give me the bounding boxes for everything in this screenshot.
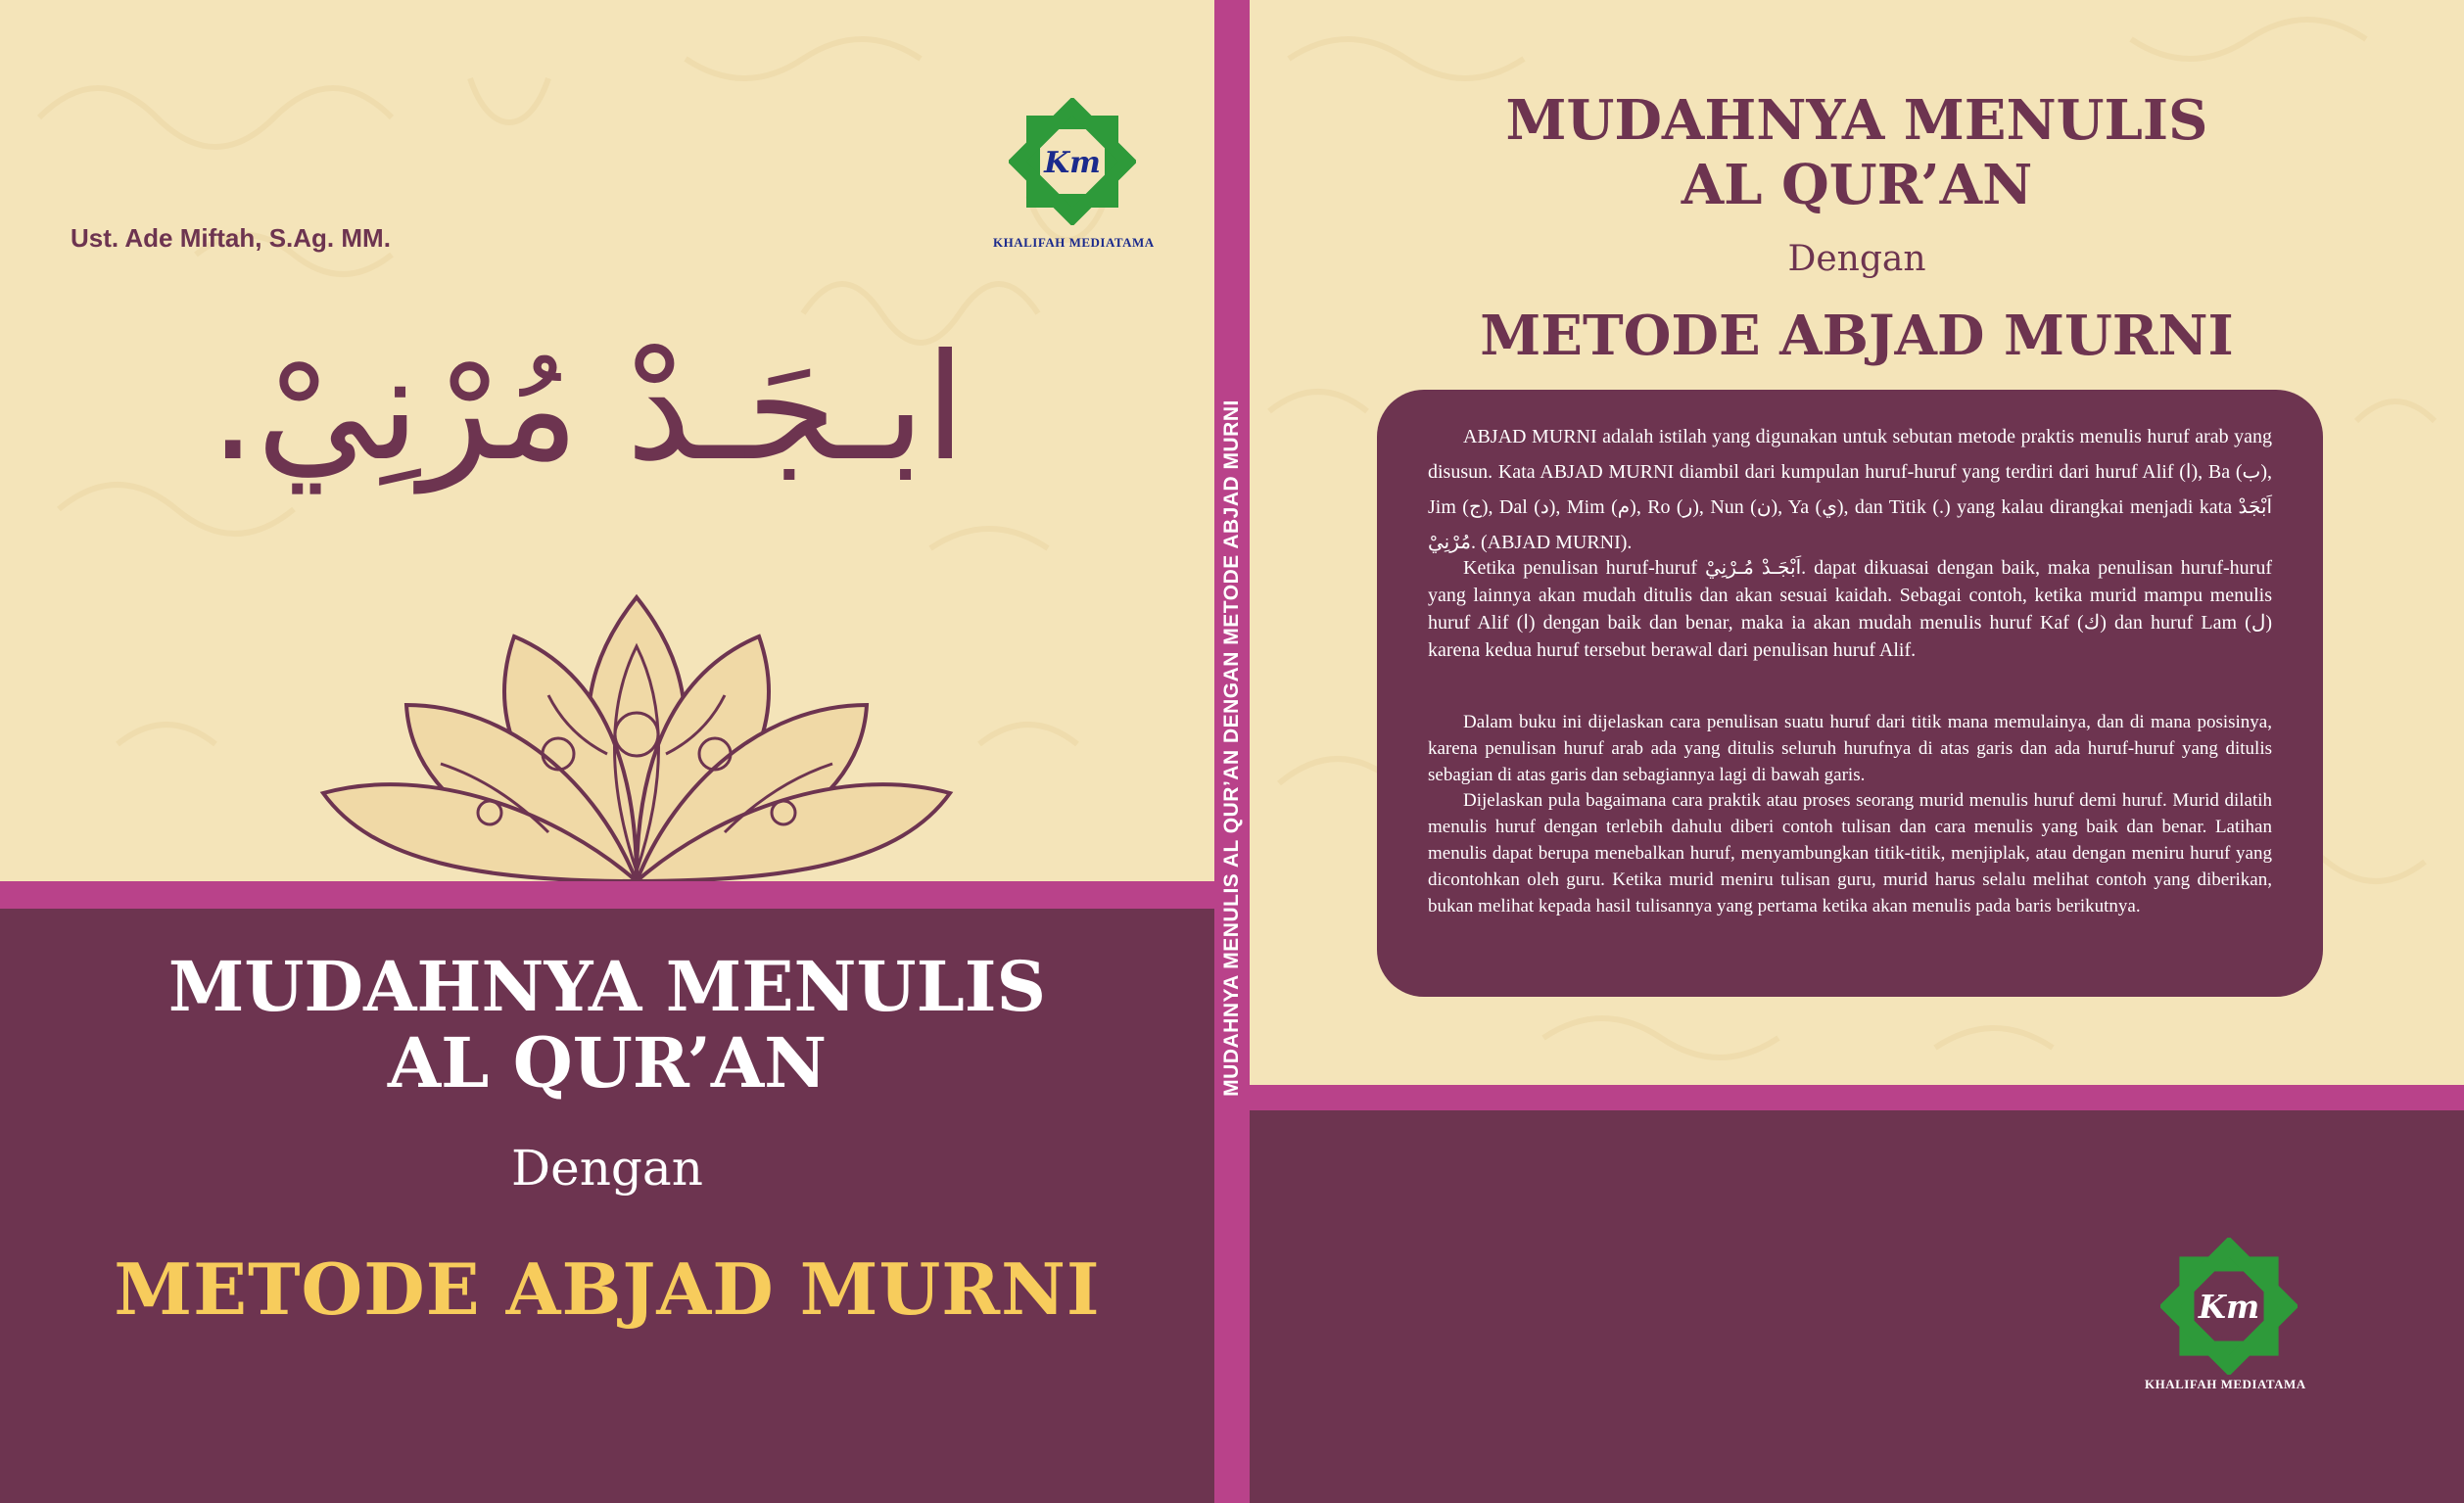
blurb-paragraph-2: Ketika penulisan huruf-huruf اَبْجَـدْ مُـرْنِيْ. dapat dikuasai dengan baik, maka penulisan huruf-huruf yang lainnya akan mudah ditulis dan akan sesuai kaidah. Sebagai contoh, ketika murid mampu menulis huruf Alif (ا) dengan baik dan benar, maka ia akan mudah menulis huruf Kaf (ك) dan huruf Lam (ل) karena kedua huruf tersebut berawal dari penulisan huruf Alif. bbox=[1428, 557, 2273, 661]
blurb-paragraph-3: Dalam buku ini dijelaskan cara penulisan suatu huruf dari titik mana memulainya, dan di mana posisinya, karena penulisan huruf arab ada yang ditulis seluruh hurufnya di atas garis dan ada huruf-huruf yang ditulis sebagian di atas garis dan sebagiannya lagi di bawah garis. bbox=[1428, 712, 2272, 785]
front-title-line2: AL QUR’AN bbox=[387, 1022, 828, 1104]
front-dengan: Dengan bbox=[511, 1140, 703, 1197]
back-plum-area bbox=[1250, 1110, 2464, 1503]
back-cream-area bbox=[1250, 0, 2464, 1085]
back-dengan: Dengan bbox=[1787, 239, 1926, 279]
publisher-logo-icon bbox=[2160, 1238, 2298, 1375]
front-title-line1: MUDAHNYA MENULIS bbox=[167, 946, 1047, 1027]
front-band bbox=[0, 881, 1214, 909]
back-title-line2: AL QUR’AN bbox=[1681, 153, 2033, 217]
blurb-paragraph-4: Dijelaskan pula bagaimana cara praktik atau proses seorang murid menulis huruf demi huruf. Murid dilatih menulis huruf dengan terlebih dahulu diberi contoh tulisan dan cara menulis yang baik dan benar. Latihan menulis dapat berupa menebalkan huruf, menyambungkan titik-titik, menjiplak, atau dengan meniru huruf yang dicontohkan oleh guru. Ketika murid meniru tulisan guru, murid harus selalu melihat contoh yang diberikan, bukan melihat kepada hasil tulisannya yang pertama ketika akan menulis pada baris berikutnya. bbox=[1428, 790, 2272, 916]
back-cover bbox=[1250, 0, 2464, 1503]
front-cover bbox=[0, 0, 1214, 1503]
front-metode: METODE ABJAD MURNI bbox=[114, 1247, 1101, 1331]
back-title-line1: MUDAHNYA MENULIS bbox=[1505, 88, 2208, 153]
publisher-name: KHALIFAH MEDIATAMA bbox=[2145, 1377, 2306, 1391]
blurb-paragraph-1: ABJAD MURNI adalah istilah yang digunakan untuk sebutan metode praktis menulis huruf arab yang disusun. Kata ABJAD MURNI diambil dari kumpulan huruf-huruf yang terdiri dari huruf Alif (ا), Ba (ب), Jim (ج), Dal (د), Mim (م), Ro (ر), Nun (ن), Ya (ي), dan Titik (.) yang kalau dirangkai menjadi kata اَبْجَدْ مُرْنِيْ. (ABJAD MURNI). bbox=[1428, 426, 2272, 553]
back-band bbox=[1250, 1085, 2464, 1110]
svg-text:Km: Km bbox=[2198, 1288, 2260, 1326]
arabic-title: ابـجَـدْ مُرْنِيْ. bbox=[209, 323, 967, 493]
author-name: Ust. Ade Miftah, S.Ag. MM. bbox=[71, 223, 391, 253]
publisher-name: KHALIFAH MEDIATAMA bbox=[993, 235, 1155, 250]
publisher-logo-icon bbox=[1009, 98, 1136, 225]
front-cream-area bbox=[0, 0, 1214, 881]
back-metode: METODE ABJAD MURNI bbox=[1480, 304, 2234, 368]
blurb-panel bbox=[1377, 390, 2323, 997]
mandala-ornament bbox=[313, 587, 960, 881]
svg-text:Km: Km bbox=[1044, 146, 1101, 180]
spine-text: MUDAHNYA MENULIS AL QUR’AN DENGAN METODE ABJAD MURNI bbox=[1220, 399, 1243, 1097]
